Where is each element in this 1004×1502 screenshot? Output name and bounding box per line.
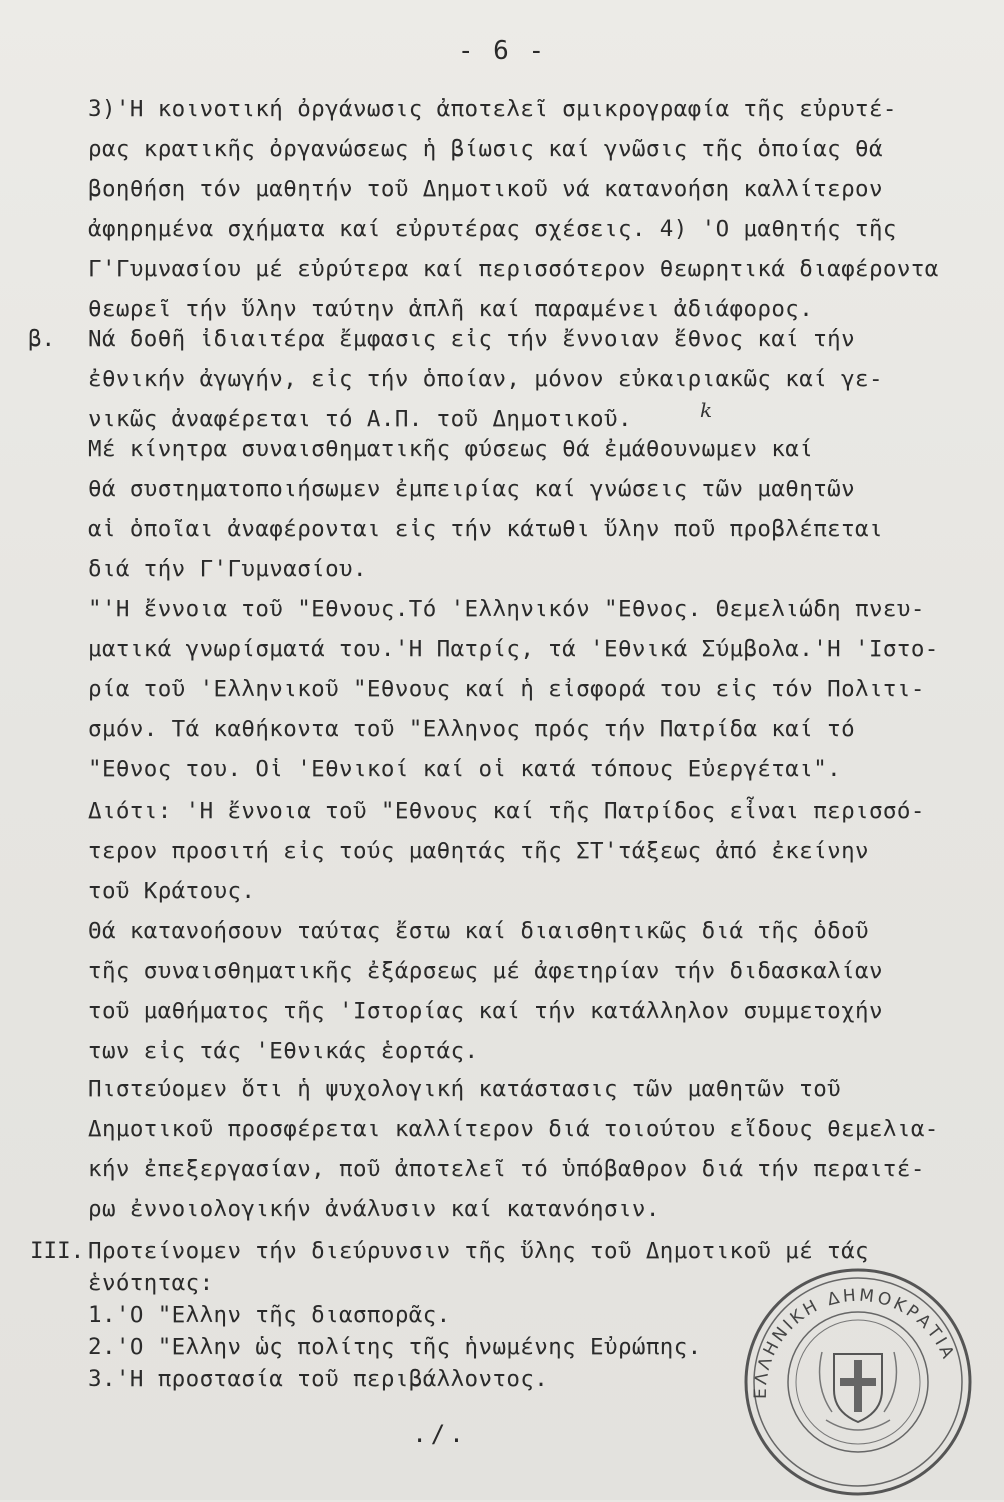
handwritten-mark: k bbox=[700, 398, 713, 422]
text-line: ρας κρατικῆς ὀργανώσεως ἡ βίωσις καί γνῶσις τῆς ὁποίας θά bbox=[88, 136, 883, 162]
text-line: βοηθήση τόν μαθητήν τοῦ Δημοτικοῦ νά κατανοήση καλλίτερον bbox=[88, 176, 883, 202]
text-line: Μέ κίνητρα συναισθηματικῆς φύσεως θά ἐμάθουνωμεν καί bbox=[88, 436, 814, 462]
text-line: Πιστεύομεν ὅτι ἡ ψυχολογική κατάστασις τῶν μαθητῶν τοῦ bbox=[88, 1076, 842, 1102]
official-seal-icon bbox=[738, 1262, 978, 1502]
text-line: "'Η ἔννοια τοῦ "Εθνους.Τό 'Ελληνικόν "Εθνος. Θεμελιώδη πνευ- bbox=[88, 596, 925, 622]
section-marker: III. bbox=[30, 1238, 85, 1264]
text-line: θεωρεῖ τήν ὕλην ταύτην ἁπλῆ καί παραμένει ἀδιάφορος. bbox=[88, 296, 814, 322]
seal-text: ΕΛΛΗΝΙΚΗ ΔΗΜΟΚΡΑΤΙΑ bbox=[750, 1285, 959, 1400]
text-line: θά συστηματοποιήσωμεν ἐμπειρίας καί γνώσεις τῶν μαθητῶν bbox=[88, 476, 856, 502]
text-line: "Εθνος του. Οἱ 'Εθνικοί καί οἱ κατά τόπους Εὐεργέται". bbox=[88, 756, 842, 782]
text-line: Θά κατανοήσουν ταύτας ἔστω καί διαισθητικῶς διά τῆς ὁδοῦ bbox=[88, 918, 869, 944]
text-line: διά τήν Γ'Γυμνασίου. bbox=[88, 556, 367, 582]
text-line: τερον προσιτή εἰς τούς μαθητάς τῆς ΣΤ'τάξεως ἀπό ἐκείνην bbox=[88, 838, 869, 864]
text-line: κήν ἐπεξεργασίαν, ποῦ ἀποτελεῖ τό ὑπόβαθρον διά τήν περαιτέ- bbox=[88, 1156, 925, 1182]
text-line: Δημοτικοῦ προσφέρεται καλλίτερον διά τοιούτου εἴδους θεμελια- bbox=[88, 1116, 939, 1142]
text-line: των εἰς τάς 'Εθνικάς ἑορτάς. bbox=[88, 1038, 479, 1064]
text-line: ρω ἐννοιολογικήν ἀνάλυσιν καί κατανόησιν. bbox=[88, 1196, 660, 1222]
text-line: αἱ ὁποῖαι ἀναφέρονται εἰς τήν κάτωθι ὕλην ποῦ προβλέπεται bbox=[88, 516, 883, 542]
text-line: Γ'Γυμνασίου μέ εὐρύτερα καί περισσότερον θεωρητικά διαφέροντα bbox=[88, 256, 939, 282]
text-line: ἀφηρημένα σχήματα καί εὐρυτέρας σχέσεις. 4) 'Ο μαθητής τῆς bbox=[88, 216, 897, 242]
text-line: 3)'Η κοινοτική ὀργάνωσις ἀποτελεῖ σμικρογραφία τῆς εὐρυτέ- bbox=[88, 96, 897, 122]
list-item: 2.'Ο "Ελλην ὡς πολίτης τῆς ἡνωμένης Εὐρώπης. bbox=[88, 1334, 702, 1360]
text-line: Διότι: 'Η ἔννοια τοῦ "Εθνους καί τῆς Πατρίδος εἶναι περισσό- bbox=[88, 798, 925, 824]
text-line: Προτείνομεν τήν διεύρυνσιν τῆς ὕλης τοῦ Δημοτικοῦ μέ τάς bbox=[88, 1238, 869, 1264]
end-mark: ./. bbox=[412, 1420, 468, 1448]
text-line: νικῶς ἀναφέρεται τό Α.Π. τοῦ Δημοτικοῦ. bbox=[88, 406, 632, 432]
section-marker: β. bbox=[28, 326, 56, 352]
text-line: σμόν. Τά καθήκοντα τοῦ "Ελληνος πρός τήν Πατρίδα καί τό bbox=[88, 716, 856, 742]
page-number: - 6 - bbox=[457, 36, 547, 66]
text-line: τῆς συναισθηματικῆς ἐξάρσεως μέ ἀφετηρίαν τήν διδασκαλίαν bbox=[88, 958, 883, 984]
text-line: τοῦ Κράτους. bbox=[88, 878, 256, 904]
text-line: ματικά γνωρίσματά του.'Η Πατρίς, τά 'Εθνικά Σύμβολα.'Η 'Ιστο- bbox=[88, 636, 939, 662]
text-line: Νά δοθῆ ἰδιαιτέρα ἔμφασις εἰς τήν ἔννοιαν ἔθνος καί τήν bbox=[88, 326, 856, 352]
text-line: τοῦ μαθήματος τῆς 'Ιστορίας καί τήν κατάλληλον συμμετοχήν bbox=[88, 998, 883, 1024]
text-line: ρία τοῦ 'Ελληνικοῦ "Εθνους καί ἡ εἰσφορά του εἰς τόν Πολιτι- bbox=[88, 676, 925, 702]
list-item: 1.'Ο "Ελλην τῆς διασπορᾶς. bbox=[88, 1302, 451, 1328]
text-line: ἑνότητας: bbox=[88, 1270, 214, 1296]
list-item: 3.'Η προστασία τοῦ περιβάλλοντος. bbox=[88, 1366, 549, 1392]
text-line: ἐθνικήν ἀγωγήν, εἰς τήν ὁποίαν, μόνον εὐκαιριακῶς καί γε- bbox=[88, 366, 883, 392]
